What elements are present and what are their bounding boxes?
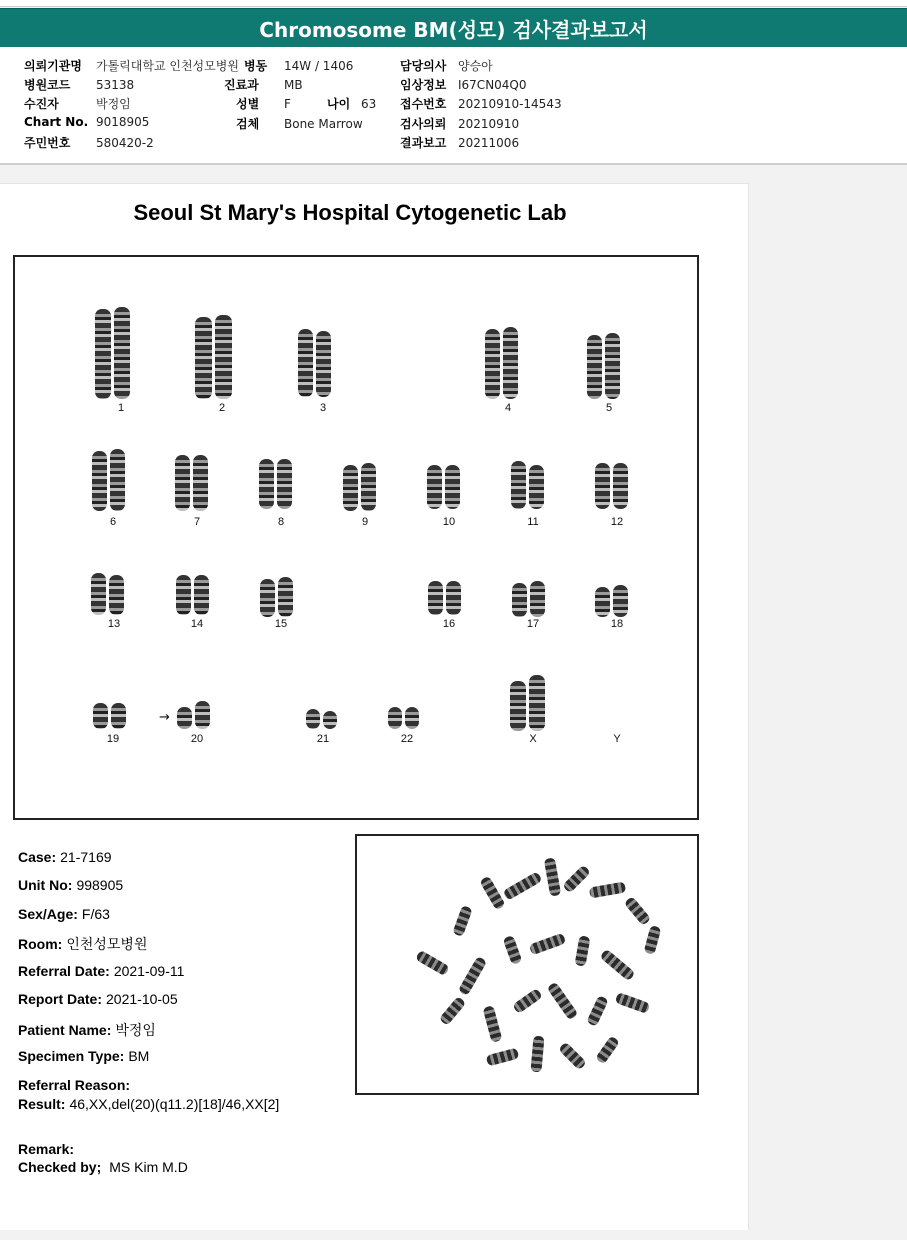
field-ward: 병동 14W / 1406 bbox=[244, 59, 354, 73]
chromosome-label: 2 bbox=[218, 402, 226, 414]
chromosome-label: 8 bbox=[277, 516, 285, 528]
chromosome-pair-8 bbox=[259, 459, 292, 509]
field-chart-no: Chart No. 9018905 bbox=[24, 115, 150, 129]
chromosome-pair-12 bbox=[595, 463, 628, 509]
chromosome-label: 17 bbox=[526, 618, 540, 630]
field-age: 나이 63 bbox=[327, 97, 377, 111]
chromosome-pair-4 bbox=[485, 327, 518, 399]
chromosome-label: 20 bbox=[190, 733, 204, 745]
field-physician: 담당의사 양승아 bbox=[400, 59, 493, 73]
chromosome-pair-11 bbox=[511, 461, 544, 509]
info-report-date: Report Date: 2021-10-05 bbox=[18, 991, 178, 1007]
chromosome-label: 13 bbox=[107, 618, 121, 630]
field-report-date: 결과보고 20211006 bbox=[400, 136, 520, 150]
chromosome-pair-1 bbox=[95, 307, 130, 399]
chromosome-pair-3 bbox=[298, 329, 331, 397]
chromosome-pair-5 bbox=[587, 333, 620, 399]
chromosome-label: X bbox=[529, 733, 537, 745]
top-strip bbox=[0, 0, 907, 7]
chromosome-pair-7 bbox=[175, 455, 208, 511]
chromosome-pair-20 bbox=[177, 701, 210, 729]
lab-title: Seoul St Mary's Hospital Cytogenetic Lab bbox=[133, 200, 567, 225]
field-clinical-info: 임상정보 I67CN04Q0 bbox=[400, 78, 527, 92]
chromosome-label: 14 bbox=[190, 618, 204, 630]
chromosome-label: 1 bbox=[117, 402, 125, 414]
field-institution: 의뢰기관명 가톨릭대학교 인천성모병원 bbox=[24, 59, 239, 73]
info-referral-date: Referral Date: 2021-09-11 bbox=[18, 963, 185, 979]
info-patient-name: Patient Name: 박정임 bbox=[18, 1022, 156, 1038]
field-resident-no: 주민번호 580420-2 bbox=[24, 136, 154, 150]
chromosome-label: Y bbox=[613, 733, 621, 745]
chromosome-label: 7 bbox=[193, 516, 201, 528]
chromosome-pair-19 bbox=[93, 703, 126, 729]
chromosome-pair-13 bbox=[91, 573, 124, 615]
field-hospital-code: 병원코드 53138 bbox=[24, 78, 135, 92]
info-remark: Remark: bbox=[18, 1141, 75, 1157]
chromosome-pair-6 bbox=[92, 449, 125, 511]
chromosome-label: 19 bbox=[106, 733, 120, 745]
info-specimen-type: Specimen Type: BM bbox=[18, 1048, 150, 1064]
metaphase-image bbox=[355, 834, 699, 1095]
chromosome-label: 18 bbox=[610, 618, 624, 630]
chromosome-label: 4 bbox=[504, 402, 512, 414]
info-unit-no: Unit No: 998905 bbox=[18, 877, 124, 893]
chromosome-label: 3 bbox=[319, 402, 327, 414]
field-request-date: 검사의뢰 20210910 bbox=[400, 117, 520, 131]
field-sex: 성별 F bbox=[236, 97, 291, 111]
patient-header bbox=[0, 47, 907, 165]
info-checked-by: Checked by; MS Kim M.D bbox=[18, 1159, 188, 1175]
chromosome-pair-22 bbox=[388, 707, 419, 729]
chromosome-label: 5 bbox=[605, 402, 613, 414]
chromosome-label: 6 bbox=[109, 516, 117, 528]
field-department: 진료과 MB bbox=[224, 78, 303, 92]
chromosome-label: 22 bbox=[400, 733, 414, 745]
chromosome-label: 9 bbox=[361, 516, 369, 528]
arrow-icon: → bbox=[159, 710, 170, 725]
info-case: Case: 21-7169 bbox=[18, 849, 112, 865]
chromosome-pair-15 bbox=[260, 577, 293, 617]
chromosome-pair-16 bbox=[428, 581, 461, 615]
chromosome-pair-x bbox=[510, 675, 545, 731]
info-referral-reason: Referral Reason: bbox=[18, 1077, 131, 1093]
page-title: Chromosome BM(성모) 검사결과보고서 bbox=[0, 8, 907, 48]
info-sex-age: Sex/Age: F/63 bbox=[18, 906, 110, 922]
chromosome-pair-10 bbox=[427, 465, 460, 509]
chromosome-pair-9 bbox=[343, 463, 376, 511]
chromosome-label: 16 bbox=[442, 618, 456, 630]
info-result: Result: 46,XX,del(20)(q11.2)[18]/46,XX[2] bbox=[18, 1096, 280, 1112]
info-room: Room: 인천성모병원 bbox=[18, 936, 148, 952]
chromosome-pair-21 bbox=[306, 709, 337, 729]
chromosome-pair-18 bbox=[595, 585, 628, 617]
field-patient: 수진자 박정임 bbox=[24, 97, 131, 111]
chromosome-pair-17 bbox=[512, 581, 545, 617]
chromosome-label: 10 bbox=[442, 516, 456, 528]
chromosome-pair-14 bbox=[176, 575, 209, 615]
chromosome-label: 15 bbox=[274, 618, 288, 630]
chromosome-pair-2 bbox=[195, 315, 232, 399]
karyotype-report bbox=[0, 183, 749, 1230]
field-specimen: 검체 Bone Marrow bbox=[236, 117, 363, 131]
chromosome-label: 11 bbox=[527, 516, 539, 528]
chromosome-label: 21 bbox=[316, 733, 330, 745]
karyogram-image bbox=[13, 255, 699, 820]
chromosome-label: 12 bbox=[610, 516, 624, 528]
field-accession-no: 접수번호 20210910-14543 bbox=[400, 97, 562, 111]
